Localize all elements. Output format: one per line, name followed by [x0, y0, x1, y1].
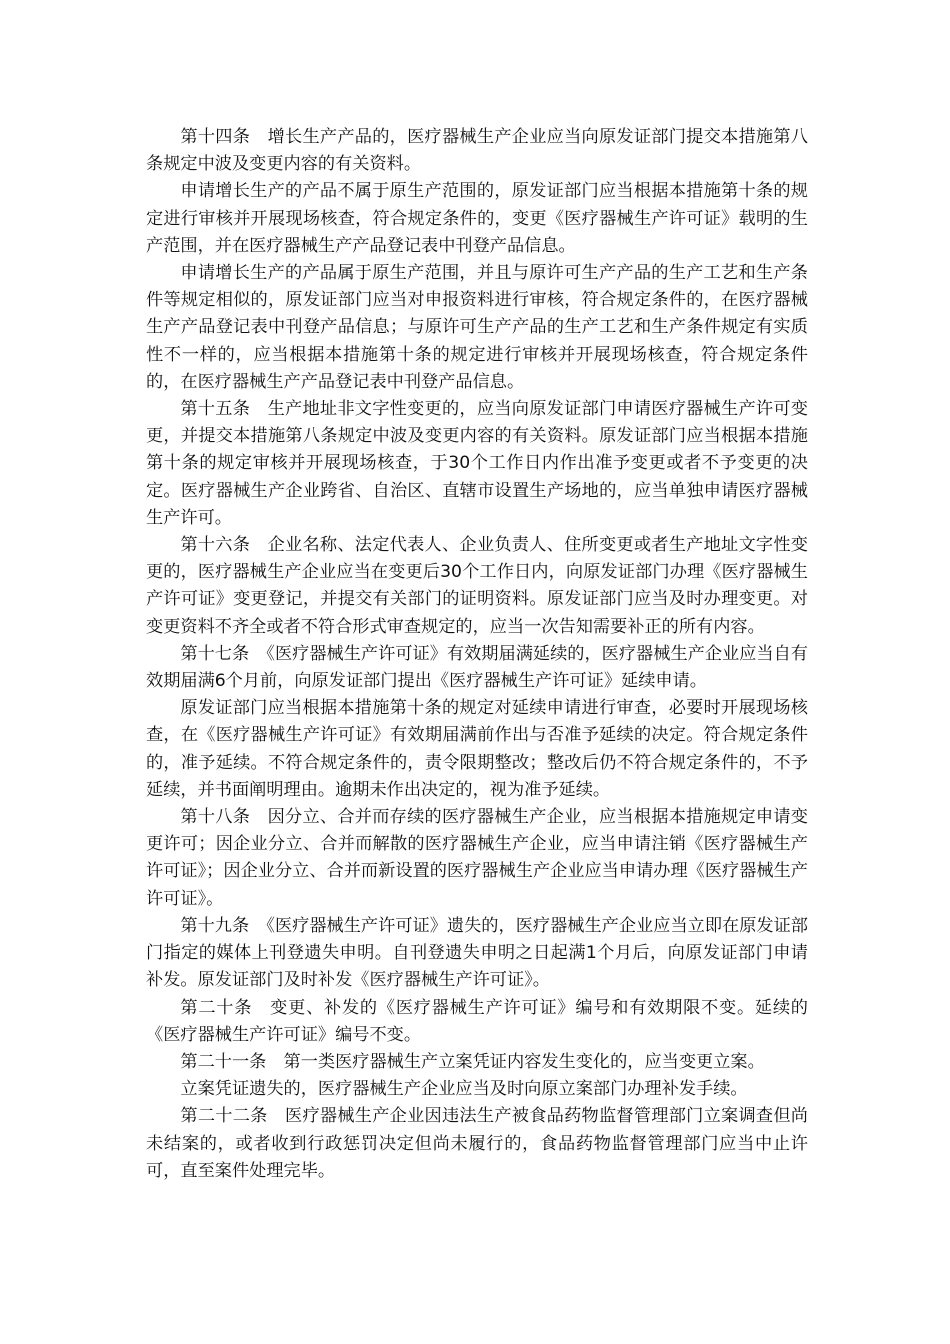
paragraph-article-20: 第二十条 变更、补发的《医疗器械生产许可证》编号和有效期限不变。延续的《医疗器械生产许可证》编号不变。: [146, 997, 808, 1045]
paragraph-article-14-outside-scope: 申请增长生产的产品不属于原生产范围的，原发证部门应当根据本措施第十条的规定进行审核并开展现场核查，符合规定条件的，变更《医疗器械生产许可证》载明的生产范围，并在医疗器械生产产品登记表中刊登产品信息。: [146, 181, 808, 256]
paragraph-article-22: 第二十二条 医疗器械生产企业因违法生产被食品药物监督管理部门立案调查但尚未结案的，或者收到行政惩罚决定但尚未履行的，食品药物监督管理部门应当中止许可，直至案件处理完毕。: [146, 1106, 808, 1181]
paragraph-article-17-renewal-review: 原发证部门应当根据本措施第十条的规定对延续申请进行审查，必要时开展现场核查，在《医疗器械生产许可证》有效期届满前作出与否准予延续的决定。符合规定条件的，准予延续。不符合规定条件的，责令限期整改；整改后仍不符合规定条件的，不予延续，并书面阐明理由。逾期未作出决定的，视为准予延续。: [146, 698, 808, 800]
document-body: [146, 124, 808, 1185]
paragraph-article-21-lost-certificate: 立案凭证遗失的，医疗器械生产企业应当及时向原立案部门办理补发手续。: [180, 1079, 748, 1100]
paragraph-article-21: 第二十一条 第一类医疗器械生产立案凭证内容发生变化的，应当变更立案。: [180, 1051, 765, 1072]
paragraph-article-14-within-scope: 申请增长生产的产品属于原生产范围，并且与原许可生产产品的生产工艺和生产条件等规定相似的，原发证部门应当对申报资料进行审核，符合规定条件的，在医疗器械生产产品登记表中刊登产品信息；与原许可生产产品的生产工艺和生产条件规定有实质性不一样的，应当根据本措施第十条的规定进行审核并开展现场核查，符合规定条件的，在医疗器械生产产品登记表中刊登产品信息。: [146, 263, 808, 392]
paragraph-article-17: 第十七条 《医疗器械生产许可证》有效期届满延续的，医疗器械生产企业应当自有效期届满6个月前，向原发证部门提出《医疗器械生产许可证》延续申请。: [146, 643, 808, 692]
paragraph-article-19: 第十九条 《医疗器械生产许可证》遗失的，医疗器械生产企业应当立即在原发证部门指定的媒体上刊登遗失申明。自刊登遗失申明之日起满1个月后，向原发证部门申请补发。原发证部门及时补发《医疗器械生产许可证》。: [146, 915, 808, 991]
paragraph-article-15: 第十五条 生产地址非文字性变更的，应当向原发证部门申请医疗器械生产许可变更，并提交本措施第八条规定中波及变更内容的有关资料。原发证部门应当根据本措施第十条的规定审核并开展现场核查，于30个工作日内作出准予变更或者不予变更的决定。医疗器械生产企业跨省、自治区、直辖市设置生产场地的，应当单独申请医疗器械生产许可。: [146, 399, 808, 528]
paragraph-article-18: 第十八条 因分立、合并而存续的医疗器械生产企业，应当根据本措施规定申请变更许可；因企业分立、合并而解散的医疗器械生产企业，应当申请注销《医疗器械生产许可证》；因企业分立、合并而新设置的医疗器械生产企业应当申请办理《医疗器械生产许可证》。: [146, 807, 808, 909]
paragraph-article-16: 第十六条 企业名称、法定代表人、企业负责人、住所变更或者生产地址文字性变更的，医疗器械生产企业应当在变更后30个工作日内，向原发证部门办理《医疗器械生产许可证》变更登记，并提交有关部门的证明资料。原发证部门应当及时办理变更。对变更资料不齐全或者不符合形式审查规定的，应当一次告知需要补正的所有内容。: [146, 535, 808, 637]
paragraph-article-14: 第十四条 增长生产产品的，医疗器械生产企业应当向原发证部门提交本措施第八条规定中波及变更内容的有关资料。: [146, 127, 808, 175]
